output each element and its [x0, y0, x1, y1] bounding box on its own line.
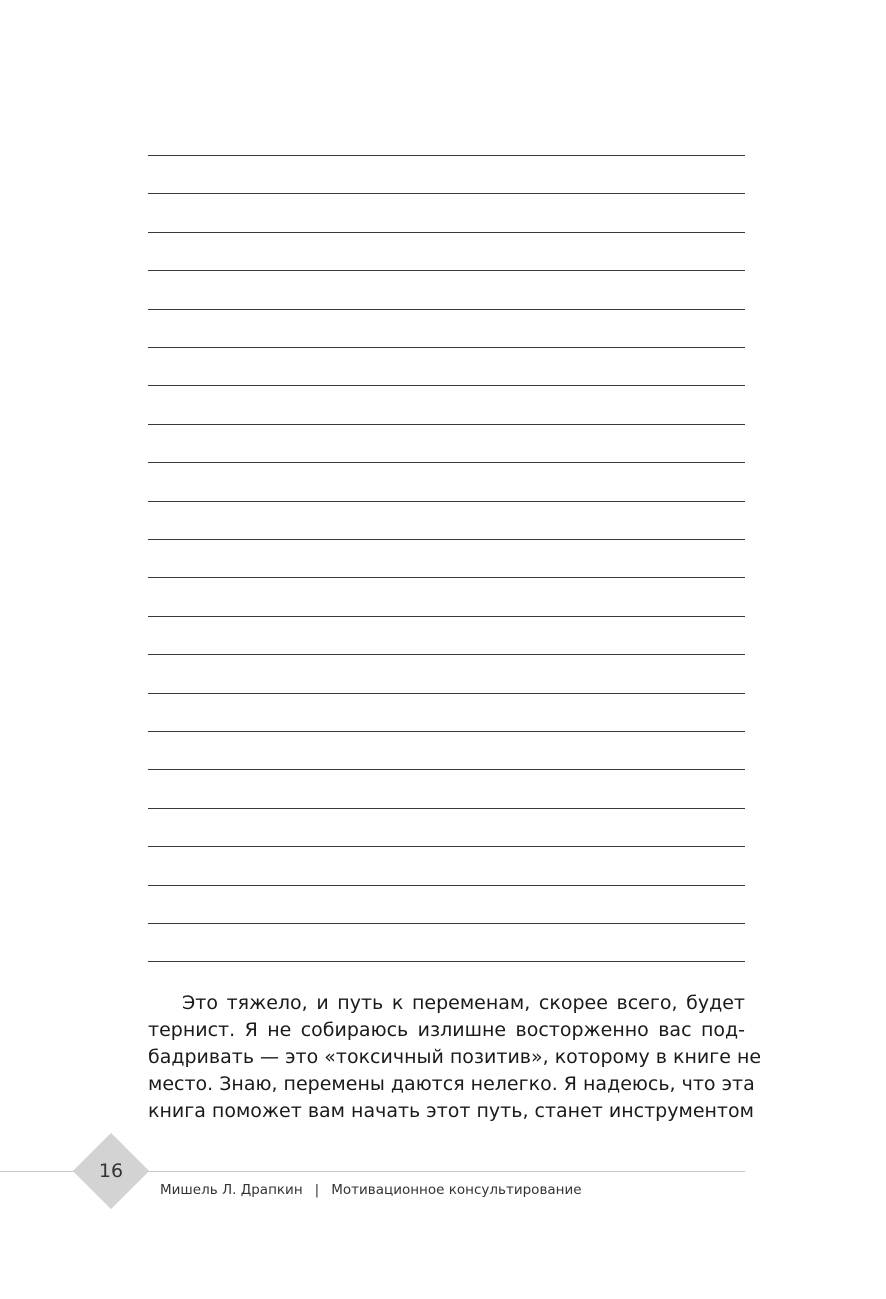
author-name: Мишель Л. Драпкин — [160, 1182, 303, 1198]
page-number: 16 — [98, 1160, 124, 1182]
book-title: Мотивационное консультирование — [331, 1182, 582, 1198]
writing-line — [148, 155, 745, 156]
writing-line — [148, 232, 745, 233]
footer-separator: | — [314, 1182, 320, 1198]
paragraph-line: место. Знаю, перемены даются нелегко. Я надеюсь, что эта — [148, 1073, 755, 1095]
paragraph-line: Это тяжело, и путь к переменам, скорее всего, будет — [182, 992, 745, 1014]
writing-line — [148, 501, 745, 502]
writing-line — [148, 462, 745, 463]
writing-line — [148, 654, 745, 655]
writing-line — [148, 309, 745, 310]
writing-lines — [148, 155, 745, 965]
paragraph-line: бадривать — это «токсичный позитив», которому в книге не — [148, 1046, 762, 1068]
writing-line — [148, 539, 745, 540]
writing-line — [148, 846, 745, 847]
paragraph-line: книга поможет вам начать этот путь, станет инструментом — [148, 1100, 754, 1122]
writing-line — [148, 808, 745, 809]
writing-line — [148, 193, 745, 194]
writing-line — [148, 731, 745, 732]
writing-line — [148, 270, 745, 271]
paragraph-line: тернист. Я не собираюсь излишне восторженно вас под- — [148, 1019, 745, 1041]
writing-line — [148, 693, 745, 694]
body-paragraph — [148, 990, 762, 1125]
writing-line — [148, 961, 745, 962]
writing-line — [148, 616, 745, 617]
running-footer — [160, 1182, 582, 1198]
writing-line — [148, 347, 745, 348]
writing-line — [148, 577, 745, 578]
writing-line — [148, 885, 745, 886]
writing-line — [148, 385, 745, 386]
writing-line — [148, 424, 745, 425]
writing-line — [148, 769, 745, 770]
writing-line — [148, 923, 745, 924]
